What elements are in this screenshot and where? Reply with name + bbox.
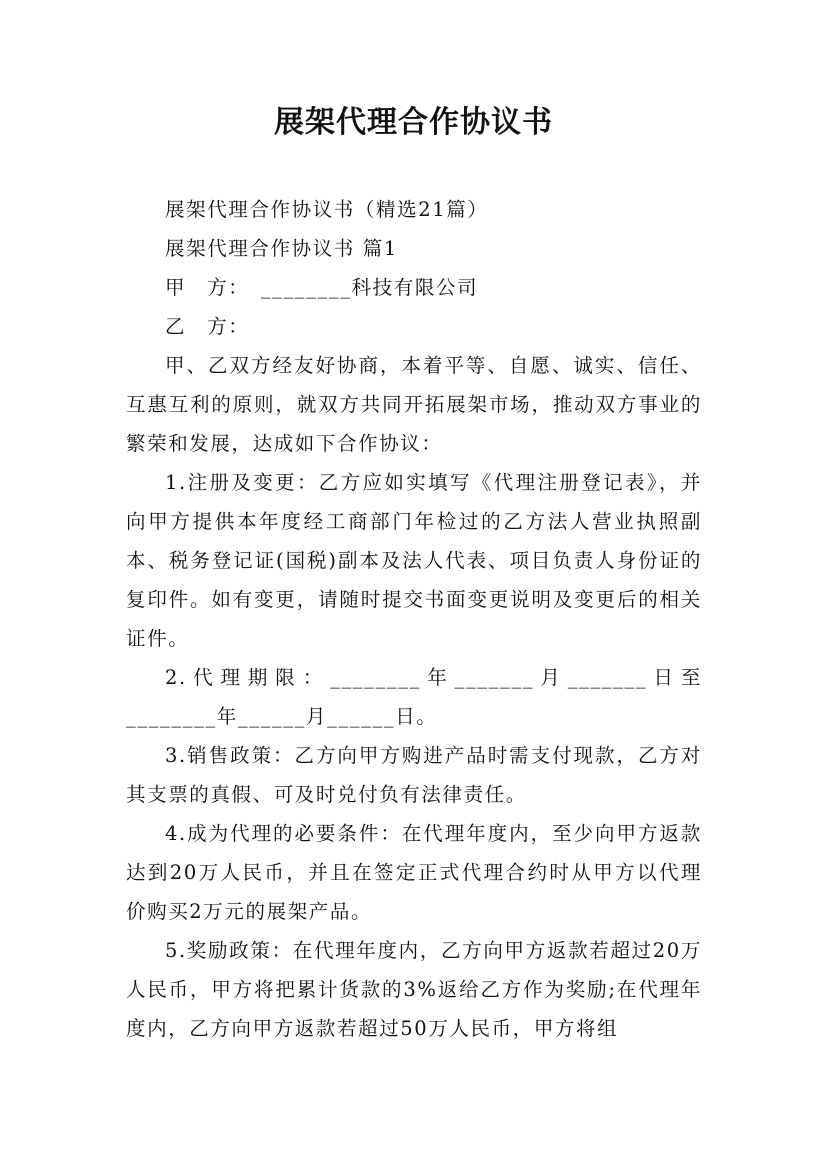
document-title: 展架代理合作协议书	[274, 105, 553, 140]
paragraph-section-heading: 展架代理合作协议书 篇1	[165, 237, 398, 260]
paragraph-clause-5: 5.奖励政策：在代理年度内，乙方向甲方返款若超过20万人民币，甲方将把累计货款的3%返给乙方作为奖励;在代理年度内，乙方向甲方返款若超过50万人民币，甲方将组	[126, 939, 702, 1040]
paragraph-clause-1: 1.注册及变更：乙方应如实填写《代理注册登记表》，并向甲方提供本年度经工商部门年检过的乙方法人营业执照副本、税务登记证(国税)副本及法人代表、项目负责人身份证的复印件。如有变更，请随时提交书面变更说明及变更后的相关证件。	[126, 471, 702, 650]
paragraph-clause-4: 4.成为代理的必要条件：在代理年度内，至少向甲方返款达到20万人民币，并且在签定正式代理合约时从甲方以代理价购买2万元的展架产品。	[126, 822, 702, 923]
paragraph-subtitle: 展架代理合作协议书（精选21篇）	[165, 198, 489, 221]
paragraph-party-b: 乙 方：	[165, 315, 250, 338]
paragraph-preamble: 甲、乙双方经友好协商，本着平等、自愿、诚实、信任、互惠互利的原则，就双方共同开拓展架市场，推动双方事业的繁荣和发展，达成如下合作协议：	[126, 354, 702, 455]
paragraph-party-a: 甲 方： ________科技有限公司	[165, 276, 479, 299]
paragraph-clause-3: 3.销售政策：乙方向甲方购进产品时需支付现款，乙方对其支票的真假、可及时兑付负有法律责任。	[126, 744, 702, 806]
paragraph-clause-2: 2.代理期限：________年_______月_______日至________年______月______日。	[126, 666, 702, 728]
document-body	[126, 190, 702, 1048]
